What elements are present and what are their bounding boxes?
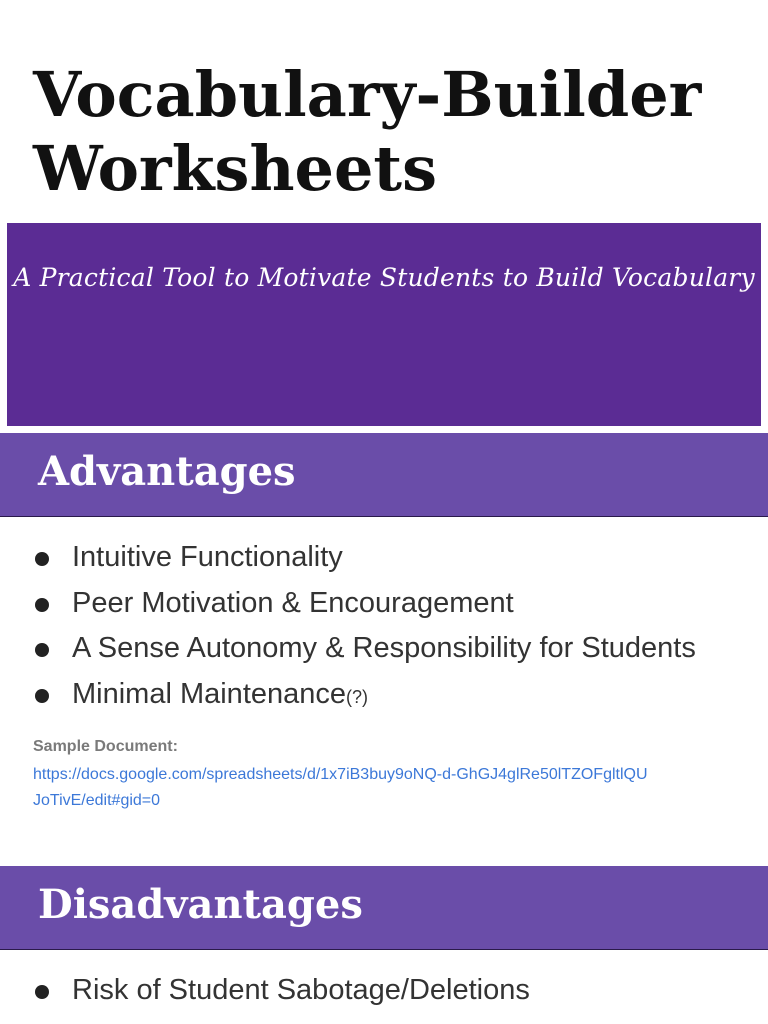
bullet-icon [35,643,49,657]
bullet-icon [35,689,49,703]
list-item [0,968,768,1014]
sample-document-url-line-1: https://docs.google.com/spreadsheets/d/1x7iB3buy9oNQ-d-GhGJ4glRe50lTZOFgltlQU [33,766,648,783]
list-item-text-wrap [72,672,368,720]
advantages-list [0,535,768,717]
list-item-text: A Sense Autonomy & Responsibility for Students [72,632,696,664]
page-title [33,58,753,206]
list-item [0,672,768,718]
advantages-heading: Advantages [38,448,296,495]
title-line-1: Vocabulary-Builder [33,58,702,131]
disadvantages-header-bar [0,866,768,950]
bullet-icon [35,598,49,612]
subtitle: A Practical Tool to Motivate Students to Build Vocabulary [13,263,755,292]
advantages-header-bar [0,433,768,517]
sample-document-link[interactable] [33,762,733,814]
list-item-text: Peer Motivation & Encouragement [72,586,514,619]
list-item-text: Intuitive Functionality [72,541,343,573]
subtitle-banner [7,223,761,426]
title-line-2: Worksheets [33,132,437,205]
disadvantages-list [0,968,768,1014]
bullet-icon [35,985,49,999]
question-note: (?) [346,686,369,707]
sample-document-label: Sample Document: [33,738,178,755]
list-item [0,535,768,581]
list-item [0,581,768,627]
disadvantages-heading: Disadvantages [38,881,363,928]
bullet-icon [35,552,49,566]
list-item [0,626,768,672]
sample-document-url-line-2: JoTivE/edit#gid=0 [33,792,161,809]
list-item-text: Minimal Maintenance [72,677,347,710]
list-item-text: Risk of Student Sabotage/Deletions [72,974,530,1006]
